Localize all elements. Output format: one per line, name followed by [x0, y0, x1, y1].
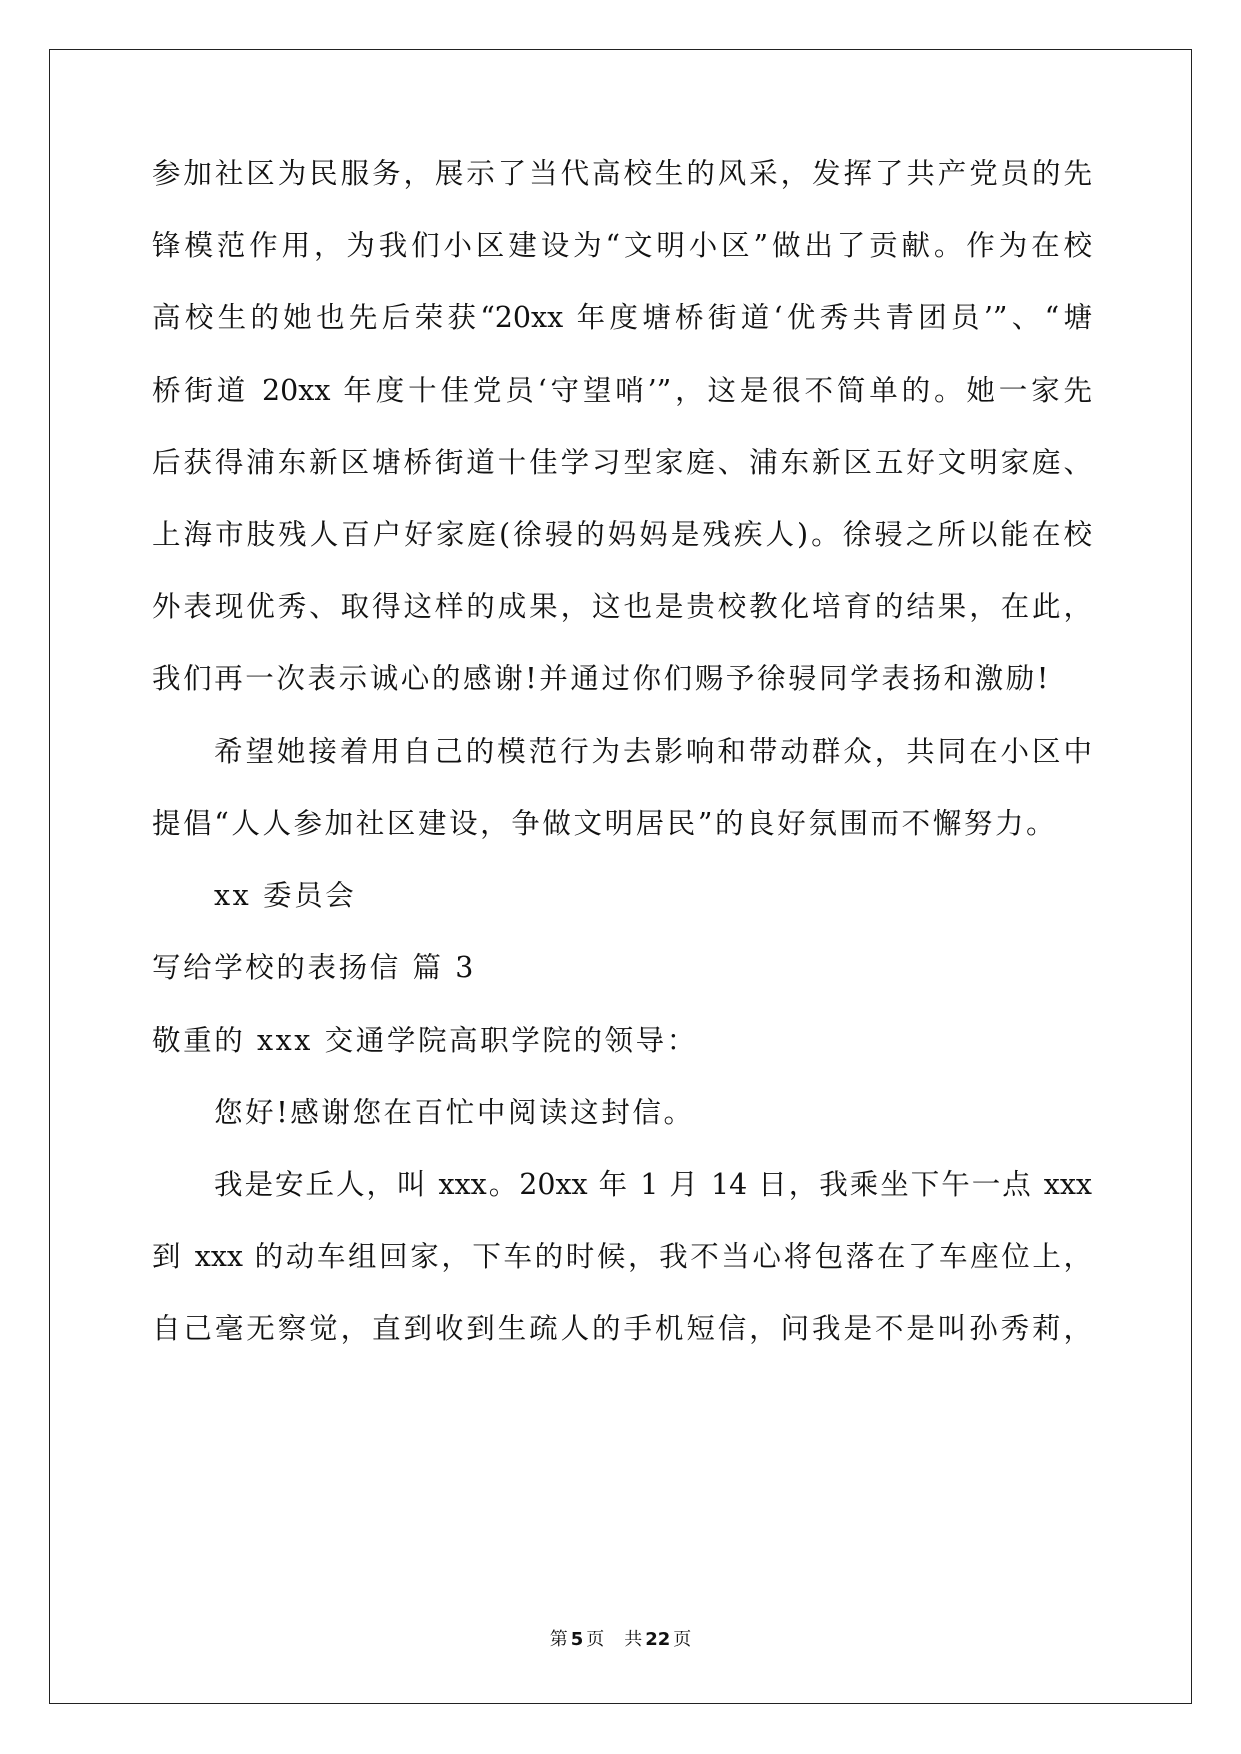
- footer-total-unit: 页: [673, 1629, 692, 1650]
- footer-page-unit: 页: [586, 1629, 605, 1650]
- paragraph-line: 后获得浦东新区塘桥街道十佳学习型家庭、浦东新区五好文明家庭、: [152, 446, 1092, 479]
- paragraph-line: 提倡“人人参加社区建设，争做文明居民”的良好氛围而不懈努力。: [152, 807, 1058, 840]
- greeting-line: 您好!感谢您在百忙中阅读这封信。: [214, 1096, 695, 1129]
- footer-prefix: 第: [549, 1629, 568, 1650]
- paragraph-line: 到 xxx 的动车组回家，下车的时候，我不当心将包落在了车座位上，: [152, 1240, 1092, 1273]
- paragraph-line: 我们再一次表示诚心的感谢!并通过你们赐予徐骎同学表扬和激励!: [152, 662, 1051, 695]
- footer-page-number: 5: [570, 1629, 584, 1650]
- paragraph-line: 锋模范作用，为我们小区建设为“文明小区”做出了贡献。作为在校: [152, 229, 1092, 262]
- footer-total-pages: 22: [645, 1629, 671, 1650]
- paragraph-line: 参加社区为民服务，展示了当代高校生的风采，发挥了共产党员的先: [152, 157, 1092, 190]
- paragraph-line: 自己毫无察觉，直到收到生疏人的手机短信，问我是不是叫孙秀莉，: [152, 1312, 1092, 1345]
- signature-committee: xx 委员会: [214, 879, 357, 912]
- paragraph-line: 外表现优秀、取得这样的成果，这也是贵校教化培育的结果，在此，: [152, 590, 1092, 623]
- page-footer: [0, 1628, 1241, 1652]
- section-heading: 写给学校的表扬信 篇 3: [152, 951, 476, 984]
- paragraph-line: 高校生的她也先后荣获“20xx 年度塘桥街道‘优秀共青团员’”、“塘: [152, 301, 1092, 334]
- paragraph-line: 希望她接着用自己的模范行为去影响和带动群众，共同在小区中: [214, 735, 1092, 768]
- paragraph-line: 上海市肢残人百户好家庭(徐骎的妈妈是残疾人)。徐骎之所以能在校: [152, 518, 1092, 551]
- paragraph-line: 我是安丘人，叫 xxx。20xx 年 1 月 14 日，我乘坐下午一点 xxx: [214, 1168, 1092, 1201]
- salutation: 敬重的 xxx 交通学院高职学院的领导：: [152, 1024, 698, 1057]
- paragraph-line: 桥街道 20xx 年度十佳党员‘守望哨’”，这是很不简单的。她一家先: [152, 374, 1092, 407]
- footer-total-prefix: 共: [624, 1629, 643, 1650]
